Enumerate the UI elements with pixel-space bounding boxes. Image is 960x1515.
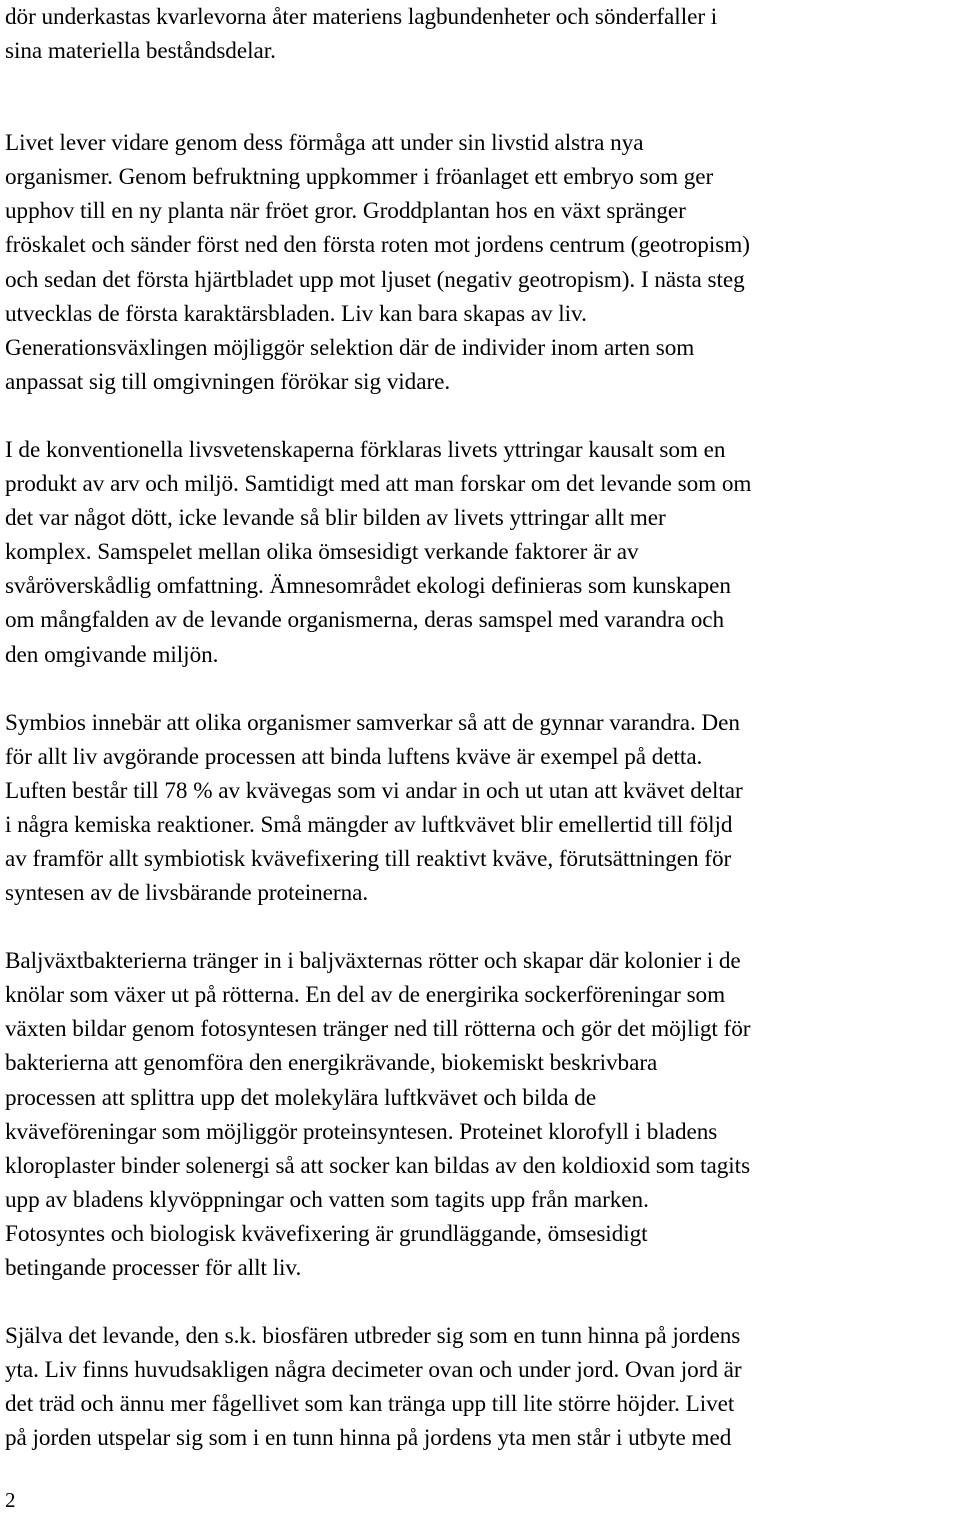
text-line: yta. Liv finns huvudsakligen några decimeter ovan och under jord. Ovan jord är	[5, 1357, 742, 1384]
text-line: sina materiella beståndsdelar.	[5, 38, 276, 65]
text-line: på jorden utspelar sig som i en tunn hinna på jordens yta men står i utbyte med	[5, 1425, 732, 1452]
text-line: kväveföreningar som möjliggör proteinsyntesen. Proteinet klorofyll i bladens	[5, 1118, 718, 1145]
text-line: av framför allt symbiotisk kvävefixering till reaktivt kväve, förutsättningen för	[5, 845, 732, 872]
text-line: det träd och ännu mer fågellivet som kan tränga upp till lite större höjder. Livet	[5, 1391, 735, 1418]
paragraph	[5, 0, 958, 68]
text-line: dör underkastas kvarlevorna åter materiens lagbundenheter och sönderfaller i	[5, 4, 718, 30]
document-page	[5, 0, 958, 1455]
text-line: syntesen av de livsbärande proteinerna.	[5, 880, 369, 907]
text-line: utvecklas de första karaktärsbladen. Liv kan bara skapas av liv.	[5, 300, 587, 327]
text-line: produkt av arv och miljö. Samtidigt med att man forskar om det levande som om	[5, 471, 752, 498]
paragraph	[5, 126, 958, 399]
text-line: den omgivande miljön.	[5, 641, 219, 668]
text-line: Luften består till 78 % av kvävegas som vi andar in och ut utan att kvävet deltar	[5, 777, 743, 804]
text-line: Livet lever vidare genom dess förmåga att under sin livstid alstra nya	[5, 130, 644, 157]
text-line: för allt liv avgörande processen att binda luftens kväve är exempel på detta.	[5, 743, 703, 770]
text-line: Själva det levande, den s.k. biosfären utbreder sig som en tunn hinna på jordens	[5, 1323, 741, 1350]
paragraph	[5, 706, 958, 911]
text-line: anpassat sig till omgivningen förökar sig vidare.	[5, 368, 451, 395]
text-line: bakterierna att genomföra den energikrävande, biokemiskt beskrivbara	[5, 1050, 658, 1077]
text-line: Baljväxtbakterierna tränger in i baljväxternas rötter och skapar där kolonier i de	[5, 948, 741, 975]
text-line: I de konventionella livsvetenskaperna förklaras livets yttringar kausalt som en	[5, 436, 726, 463]
text-line: processen att splittra upp det molekylära luftkvävet och bilda de	[5, 1084, 597, 1111]
paragraph	[5, 1319, 958, 1455]
text-line: och sedan det första hjärtbladet upp mot ljuset (negativ geotropism). I nästa steg	[5, 266, 745, 293]
text-line: om mångfalden av de levande organismerna, deras samspel med varandra och	[5, 607, 725, 634]
paragraph	[5, 944, 958, 1285]
text-line: Fotosyntes och biologisk kvävefixering är grundläggande, ömsesidigt	[5, 1220, 648, 1247]
paragraph	[5, 433, 958, 672]
text-line: upp av bladens klyvöppningar och vatten som tagits upp från marken.	[5, 1186, 649, 1213]
text-line: svåröverskådlig omfattning. Ämnesområdet ekologi definieras som kunskapen	[5, 573, 731, 600]
text-line: växten bildar genom fotosyntesen tränger ned till rötterna och gör det möjligt för	[5, 1016, 751, 1043]
text-line: fröskalet och sänder först ned den första roten mot jordens centrum (geotropism)	[5, 232, 750, 259]
text-line: kloroplaster binder solenergi så att socker kan bildas av den koldioxid som tagits	[5, 1152, 751, 1179]
text-line: Symbios innebär att olika organismer samverkar så att de gynnar varandra. Den	[5, 709, 740, 736]
text-line: det var något dött, icke levande så blir bilden av livets yttringar allt mer	[5, 505, 666, 532]
text-line: i några kemiska reaktioner. Små mängder av luftkvävet blir emellertid till följd	[5, 811, 733, 838]
text-line: organismer. Genom befruktning uppkommer i fröanlaget ett embryo som ger	[5, 164, 714, 191]
text-line: komplex. Samspelet mellan olika ömsesidigt verkande faktorer är av	[5, 539, 639, 566]
text-line: knölar som växer ut på rötterna. En del av de energirika sockerföreningar som	[5, 982, 726, 1009]
page-number: 2	[5, 1488, 16, 1512]
text-line: upphov till en ny planta när fröet gror. Groddplantan hos en växt spränger	[5, 198, 686, 225]
text-line: betingande processer för allt liv.	[5, 1255, 302, 1281]
text-line: Generationsväxlingen möjliggör selektion där de individer inom arten som	[5, 334, 695, 361]
